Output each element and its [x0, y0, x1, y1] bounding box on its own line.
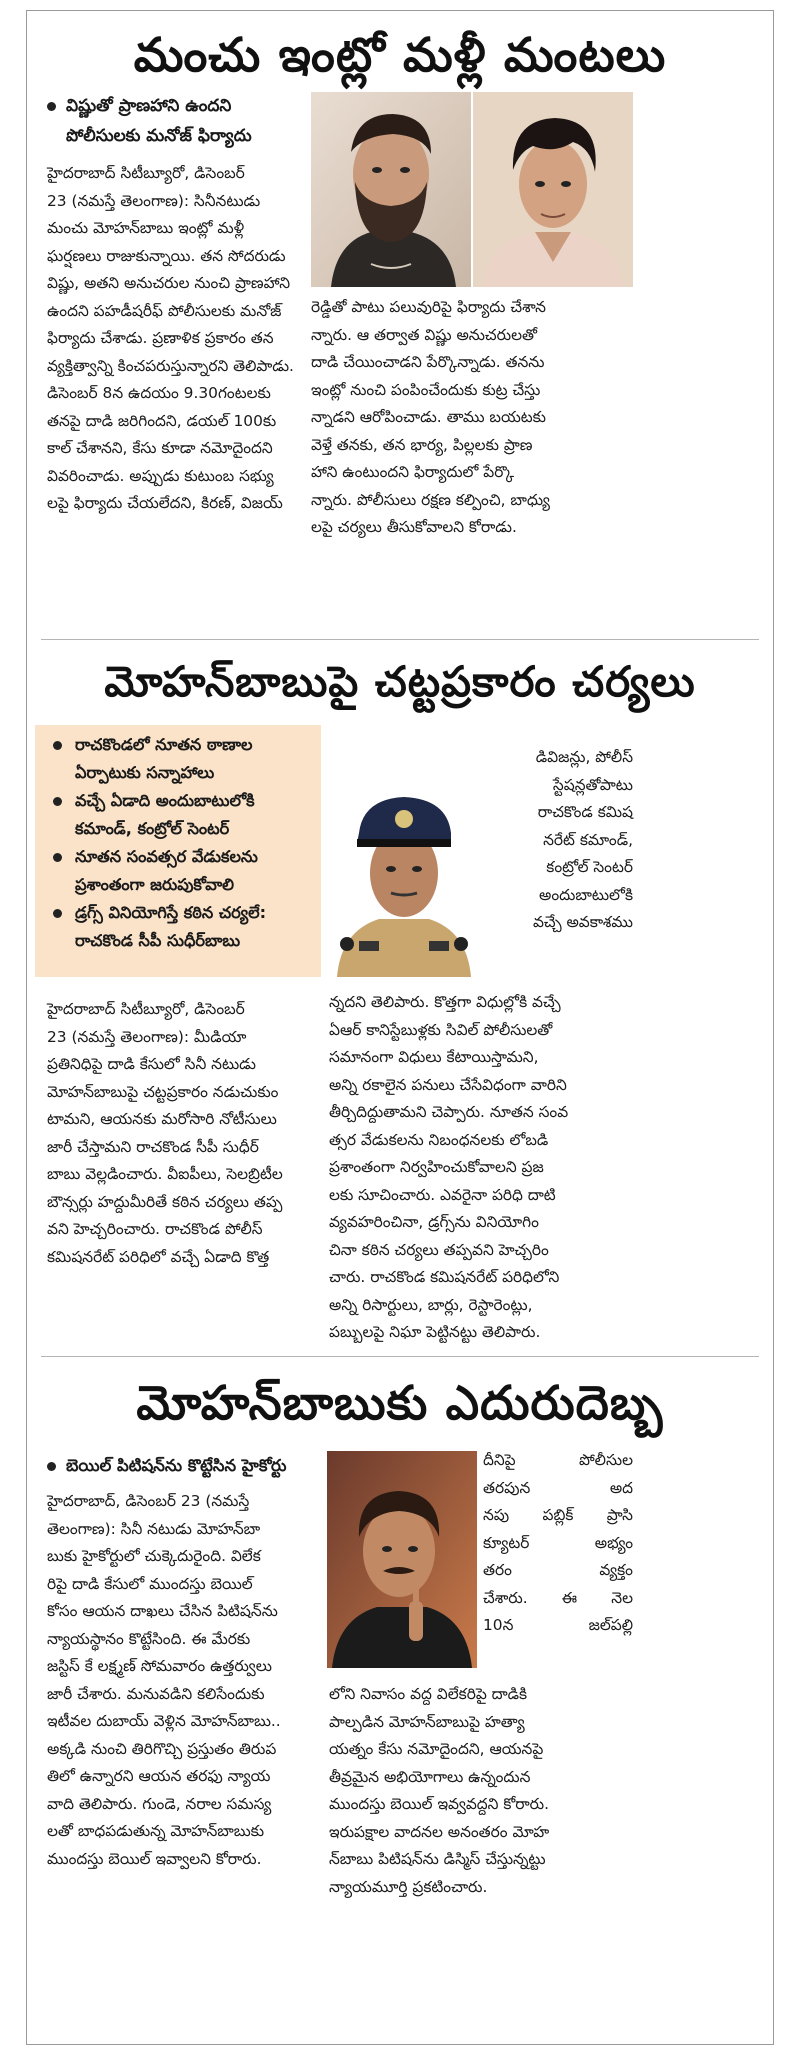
- text-line: క్యూటర్ అభ్యం: [483, 1533, 633, 1552]
- text-line: స్టేషన్లతోపాటు: [552, 775, 633, 794]
- text-line: ప్రశాంతంగా జరుపుకోవాలి: [75, 875, 235, 894]
- mohan-babu-photo: [327, 1451, 477, 1668]
- text-line: తిలో ఉన్నారని ఆయన తరఫు న్యాయ: [47, 1767, 271, 1785]
- text-line: అక్కడి నుంచి తిరిగొచ్చి ప్రస్తుతం తిరుప: [47, 1739, 277, 1758]
- text-line: జారీ చేశారు. మనువడిని కలిసేందుకు: [47, 1684, 265, 1703]
- text-line: నపు పబ్లిక్ ప్రాసి: [483, 1506, 633, 1524]
- text-line: బెయిల్ పిటిషన్‌ను కొట్టేసిన హైకోర్టు: [66, 1456, 287, 1475]
- text-line: ఇంట్లో నుంచి పంపించేందుకు కుట్ర చేస్తు: [311, 380, 541, 399]
- story1-subhead: [47, 91, 309, 151]
- text-line: ముందస్తు బెయిల్ ఇవ్వాలని కోరారు.: [47, 1849, 262, 1868]
- text-line: దాడి చేయించాడని పేర్కొన్నాడు. తనను: [311, 353, 545, 371]
- text-line: చారు. రాచకొండ కమిషనరేట్ పరిధిలోని: [329, 1268, 560, 1286]
- bullet-icon: [53, 741, 62, 750]
- story2-left-column: [47, 996, 319, 1271]
- text-line: వాది తెలిపారు. గుండె, నరాల సమస్య: [47, 1794, 272, 1813]
- highlight-point: [35, 787, 321, 843]
- story2-right-top-column: [483, 744, 633, 937]
- highlights-box: [35, 725, 321, 977]
- text-line: జారీ చేస్తామని రాచకొండ సీపీ సుధీర్: [47, 1137, 259, 1156]
- text-line: లపై చర్యలు తీసుకోవాలని కోరాడు.: [311, 518, 517, 536]
- text-line: ఇరుపక్షాల వాదనల అనంతరం మోహ: [329, 1822, 550, 1841]
- highlight-point: [35, 731, 321, 787]
- newspaper-clipping: [26, 10, 774, 2045]
- vishnu-photo: [311, 92, 471, 287]
- text-line: టామని, ఆయనకు మరోసారి నోటీసులు: [47, 1110, 277, 1128]
- text-line: ముందస్తు బెయిల్ ఇవ్వవద్దని కోరారు.: [329, 1795, 550, 1813]
- story3-right-column: [329, 1681, 633, 1901]
- text-line: హైదరాబాద్, డిసెంబర్ 23 (నమస్తే: [47, 1492, 250, 1510]
- text-line: ప్రశాంతంగా నిర్వహించుకోవాలని ప్రజ: [329, 1158, 544, 1176]
- text-line: విష్ణు, అతని అనుచరుల నుంచి ప్రాణహాని: [47, 274, 290, 292]
- text-line: బౌన్సర్లు హద్దుమీరితే కఠిన చర్యలు తప్ప: [47, 1192, 283, 1211]
- text-line: న్యాయస్థానం కొట్టేసింది. ఈ మేరకు: [47, 1629, 251, 1648]
- story2-headline: మోహన్‌బాబుపై చట్టప్రకారం చర్యలు: [104, 657, 696, 706]
- text-line: లకు సూచించారు. ఎవరైనా పరిధి దాటి: [329, 1185, 556, 1204]
- story1-subhead-line: విష్ణుతో ప్రాణహాని ఉందని: [66, 96, 232, 116]
- text-line: డివిజన్లు, పోలీస్: [535, 748, 633, 766]
- text-line: న్నాడని ఆరోపించాడు. తాము బయటకు: [311, 408, 546, 426]
- text-line: ప్రతినిధిపై దాడి కేసులో సినీ నటుడు: [47, 1055, 256, 1073]
- text-line: బాబు వెల్లడించారు. వీఐపీలు, సెలబ్రిటీల: [47, 1165, 283, 1183]
- text-line: వెళ్తే తనకు, తన భార్య, పిల్లలకు ప్రాణ: [311, 435, 533, 454]
- text-line: అన్ని రకాలైన పనులు చేసేవిధంగా వారిని: [329, 1075, 567, 1094]
- story1-left-column: [47, 160, 309, 518]
- text-line: నరేట్ కమాండ్,: [543, 830, 633, 849]
- text-line: వని హెచ్చరించారు. రాచకొండ పోలీస్: [47, 1220, 263, 1238]
- text-line: న్నదని తెలిపారు. కొత్తగా విధుల్లోకి వచ్చే: [329, 993, 561, 1011]
- text-line: తెలంగాణ): సినీ నటుడు మోహన్‌బా: [47, 1519, 261, 1538]
- text-line: పాల్పడిన మోహన్‌బాబుపై హత్యా: [329, 1712, 525, 1731]
- text-line: తీవ్రమైన అభియోగాలు ఉన్నందున: [329, 1767, 531, 1786]
- text-line: డ్రగ్స్ వినియోగిస్తే కఠిన చర్యలే:: [75, 903, 267, 922]
- text-line: తనపై దాడి జరిగిందని, డయల్ 100కు: [47, 411, 277, 430]
- text-line: రెడ్డితో పాటు పలువురిపై ఫిర్యాదు చేశాన: [311, 298, 546, 316]
- text-line: 10న జల్‌పల్లి: [483, 1616, 633, 1634]
- text-line: వ్యక్తిత్వాన్ని కించపరుస్తున్నారని తెలిపాడు.: [47, 356, 294, 375]
- text-line: ఇటీవల దుబాయ్ వెళ్లిన మోహన్‌బాబు..: [47, 1712, 281, 1730]
- text-line: ఘర్షణలు రాజుకున్నాయి. తన సోదరుడు: [47, 246, 286, 265]
- text-line: తరపున అద: [483, 1478, 633, 1497]
- text-line: లోని నివాసం వద్ద విలేకరిపై దాడికి: [329, 1685, 528, 1703]
- text-line: 23 (నమస్తే తెలంగాణ): సినీనటుడు: [47, 191, 261, 210]
- text-line: వ్యవహరించినా, డ్రగ్స్‌ను వినియోగిం: [329, 1213, 539, 1231]
- text-line: ఫిర్యాదు చేశాడు. ప్రణాళిక ప్రకారం తన: [47, 329, 274, 347]
- text-line: మంచు మోహన్‌బాబు ఇంట్లో మళ్లీ: [47, 219, 245, 237]
- story3-subhead: [47, 1451, 347, 1481]
- text-line: చేశారు. ఈ నెల: [483, 1588, 633, 1607]
- text-line: న్యాయమూర్తి ప్రకటించారు.: [329, 1877, 488, 1896]
- story3-right-top-column: [483, 1447, 633, 1640]
- text-line: వచ్చే అవకాశము: [532, 913, 633, 931]
- bullet-icon: [53, 909, 62, 918]
- text-line: రాచకొండలో నూతన ఠాణాల: [75, 735, 253, 754]
- text-line: దీనిపై పోలీసుల: [483, 1451, 633, 1469]
- manoj-photo: [473, 92, 633, 287]
- bullet-icon: [47, 1462, 56, 1471]
- text-line: ఉందని పహడీషరీఫ్ పోలీసులకు మనోజ్: [47, 301, 282, 320]
- text-line: హైదరాబాద్ సిటీబ్యూరో, డిసెంబర్: [47, 1000, 245, 1018]
- text-line: కంట్రోల్ సెంటర్: [546, 858, 633, 876]
- text-line: డిసెంబర్ 8న ఉదయం 9.30గంటలకు: [47, 384, 271, 402]
- text-line: జస్టిస్ కే లక్ష్మణ్ సోమవారం ఉత్తర్వులు: [47, 1657, 272, 1675]
- text-line: తీర్చిదిద్దుతామని చెప్పారు. నూతన సంవ: [329, 1103, 569, 1121]
- story3-headline: మోహన్‌బాబుకు ఎదురుదెబ్బ: [136, 1376, 664, 1431]
- text-line: పబ్బులపై నిఘా పెట్టినట్టు తెలిపారు.: [329, 1323, 541, 1341]
- text-line: చినా కఠిన చర్యలు తప్పవని హెచ్చరిం: [329, 1240, 549, 1259]
- story3-left-column: [47, 1488, 319, 1873]
- text-line: తరం వ్యక్తం: [483, 1561, 633, 1579]
- story2-right-column: [329, 989, 633, 1347]
- text-line: అందుబాటులోకి: [539, 885, 633, 904]
- text-line: న్‌బాబు పిటిషన్‌ను డిస్మిస్ చేస్తున్నట్టు: [329, 1850, 546, 1868]
- text-line: కమాండ్, కంట్రోల్ సెంటర్: [75, 819, 230, 838]
- text-line: 23 (నమస్తే తెలంగాణ): మీడియా: [47, 1027, 247, 1046]
- story1-subhead-line: పోలీసులకు మనోజ్ ఫిర్యాదు: [66, 126, 252, 146]
- highlight-point: [35, 899, 321, 955]
- highlight-point: [35, 843, 321, 899]
- section-divider: [41, 1356, 759, 1357]
- text-line: హాని ఉంటుందని ఫిర్యాదులో పేర్కొ: [311, 463, 515, 481]
- text-line: ఏఆర్ కానిస్టేబుళ్లకు సివిల్ పోలీసులతో: [329, 1020, 553, 1039]
- text-line: బుకు హైకోర్టులో చుక్కెదురైంది. విలేక: [47, 1547, 261, 1565]
- text-line: వచ్చే ఏడాది అందుబాటులోకి: [75, 791, 255, 810]
- section-divider: [41, 639, 759, 640]
- text-line: అన్ని రిసార్టులు, బార్లు, రెస్టారెంట్లు,: [329, 1295, 533, 1314]
- text-line: రిపై దాడి కేసులో ముందస్తు బెయిల్: [47, 1574, 253, 1593]
- text-line: యత్నం కేసు నమోదైందని, ఆయనపై: [329, 1740, 544, 1758]
- bullet-icon: [47, 102, 56, 111]
- text-line: కాల్ చేశానని, కేసు కూడా నమోదైందని: [47, 439, 273, 457]
- text-line: త్సర వేడుకలను నిబంధనలకు లోబడి: [329, 1130, 549, 1149]
- text-line: న్నారు. పోలీసులు రక్షణ కల్పించి, బాధ్యు: [311, 490, 550, 509]
- text-line: లపై ఫిర్యాదు చేయలేదని, కిరణ్, విజయ్: [47, 494, 283, 512]
- text-line: మోహన్‌బాబుపై చట్టప్రకారం నడుచుకుం: [47, 1082, 279, 1101]
- bullet-icon: [53, 797, 62, 806]
- story1-headline: మంచు ఇంట్లో మళ్లీ మంటలు: [133, 28, 667, 83]
- text-line: న్నారు. ఆ తర్వాత విష్ణు అనుచరులతో: [311, 325, 538, 344]
- text-line: కోసం ఆయన దాఖలు చేసిన పిటిషన్‌ను: [47, 1602, 278, 1620]
- story1-right-column: [311, 294, 631, 542]
- text-line: రాచకొండ సీపీ సుధీర్‌బాబు: [75, 931, 241, 950]
- text-line: ఏర్పాటుకు సన్నాహాలు: [75, 763, 215, 782]
- text-line: హైదరాబాద్ సిటీబ్యూరో, డిసెంబర్: [47, 164, 245, 182]
- bullet-icon: [53, 853, 62, 862]
- cp-sudheer-babu-photo: [329, 769, 479, 977]
- text-line: నూతన సంవత్సర వేడుకలను: [75, 847, 258, 866]
- text-line: వివరించాడు. అప్పుడు కుటుంబ సభ్యు: [47, 466, 274, 485]
- text-line: రాచకొండ కమిష: [537, 803, 633, 821]
- text-line: సమానంగా విధులు కేటాయిస్తామని,: [329, 1048, 539, 1066]
- text-line: లతో బాధపడుతున్న మోహన్‌బాబుకు: [47, 1822, 265, 1840]
- text-line: కమిషనరేట్ పరిధిలో వచ్చే ఏడాది కొత్త: [47, 1247, 270, 1266]
